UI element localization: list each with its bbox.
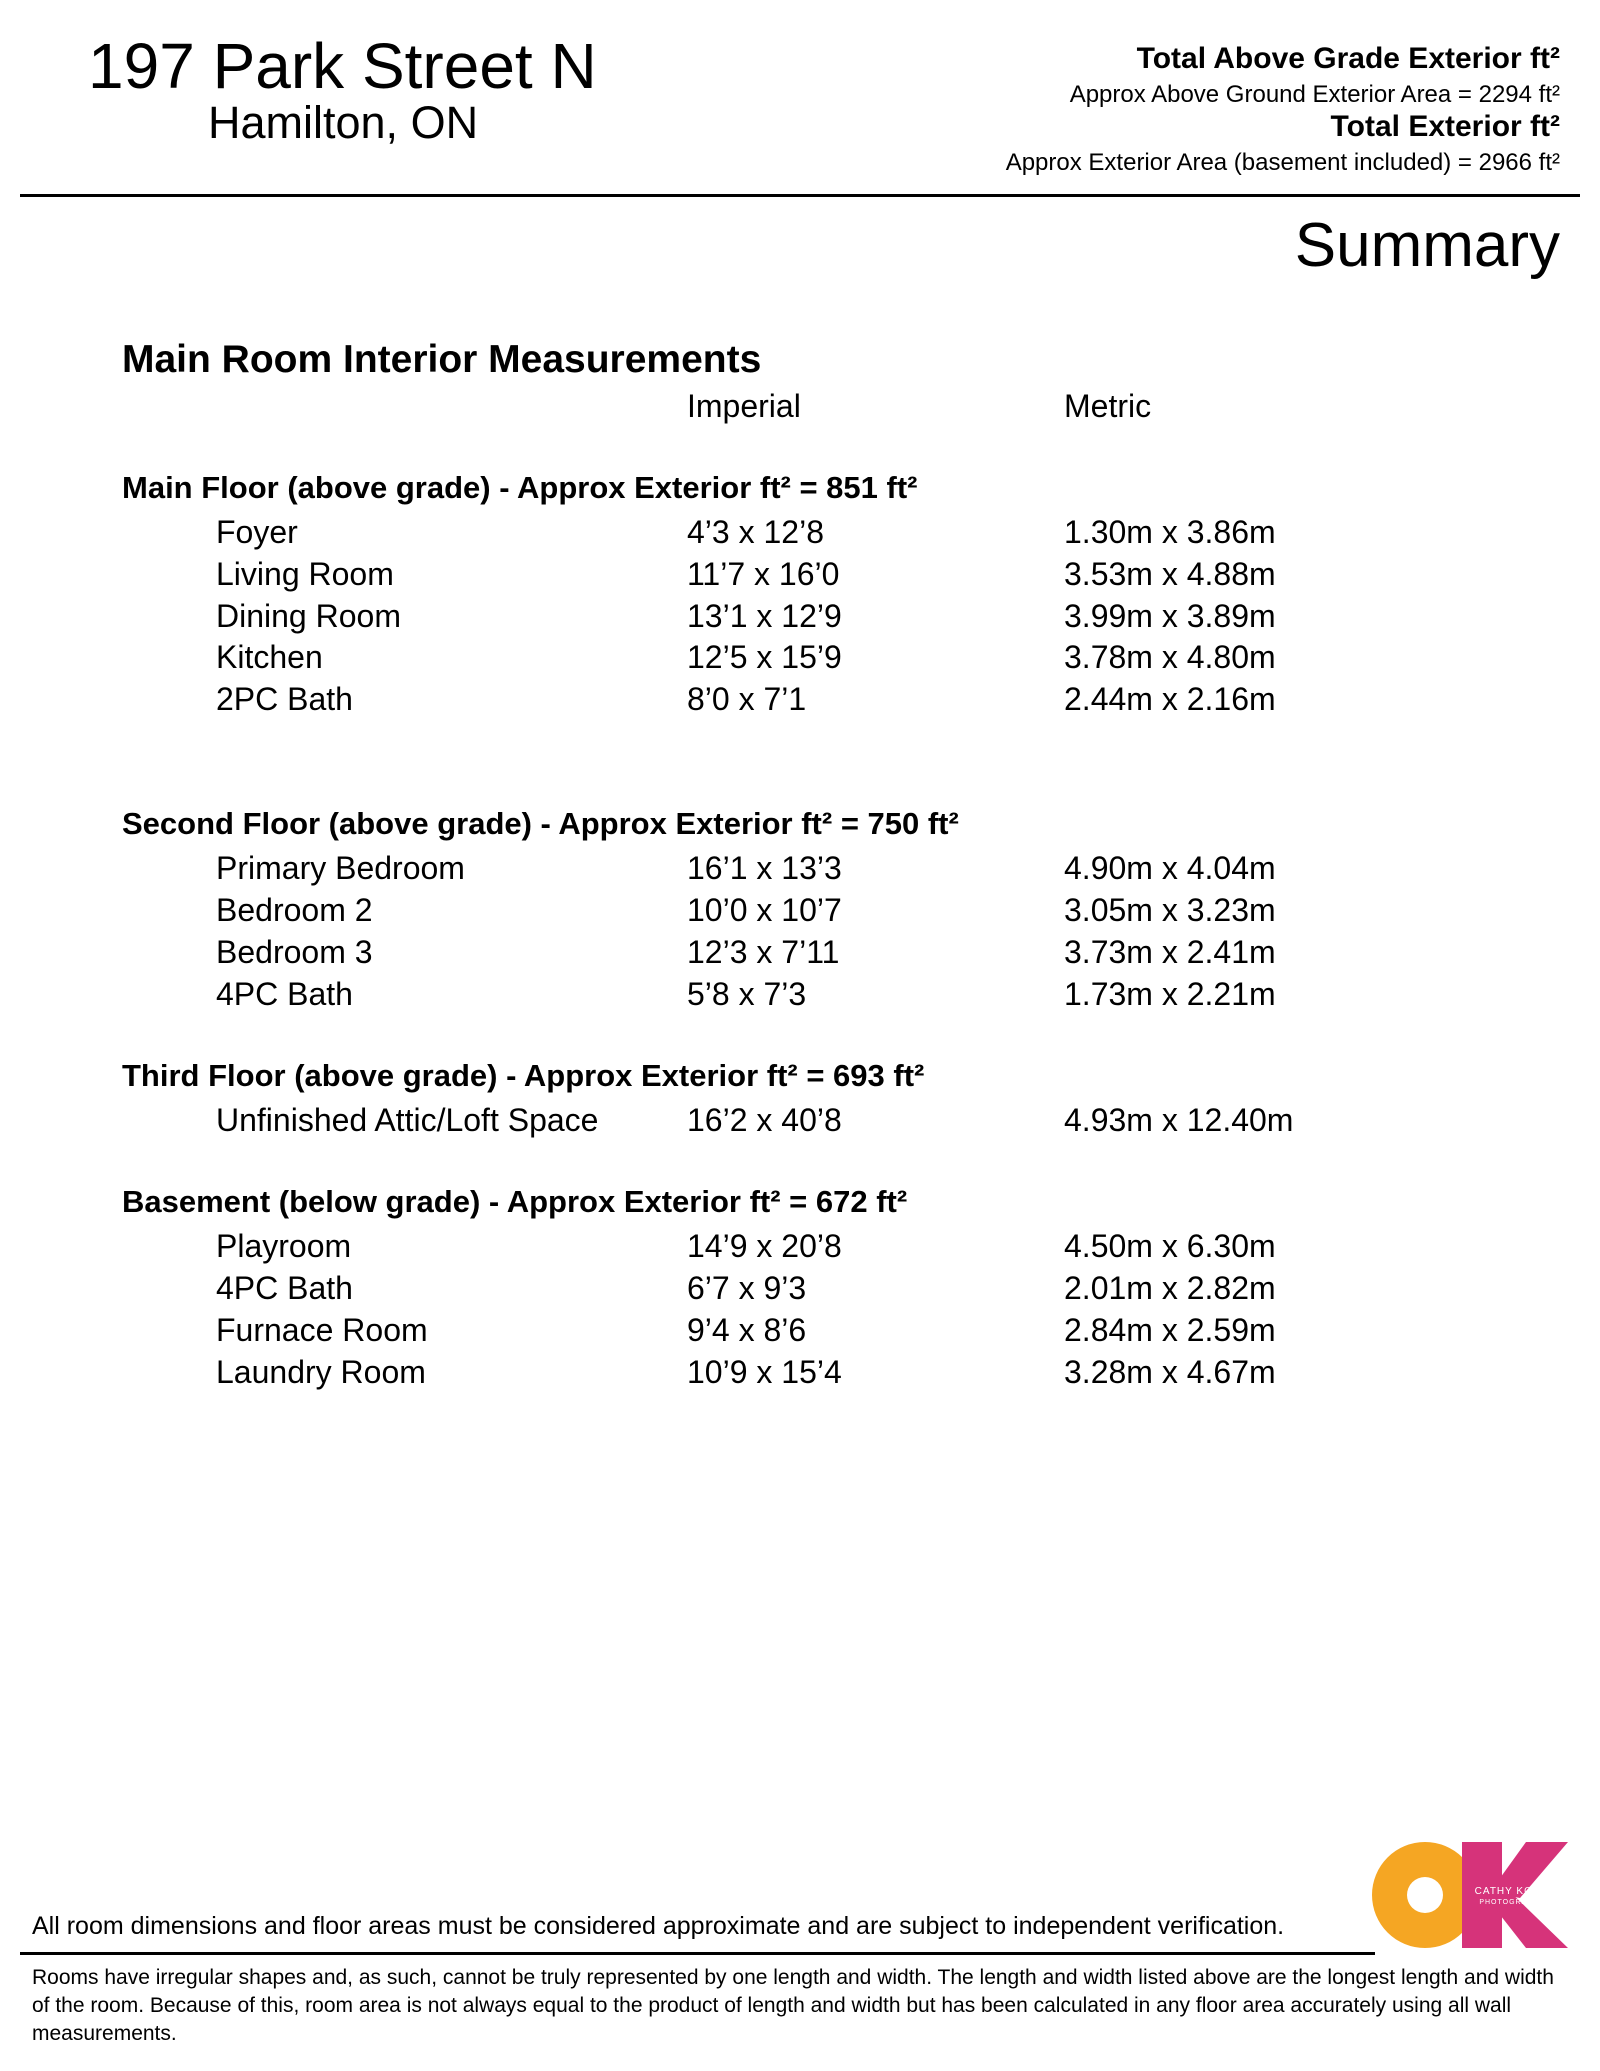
room-metric: 1.73m x 2.21m: [1064, 976, 1276, 1012]
address-line-1: 197 Park Street N: [88, 30, 597, 102]
floor-heading-main: Main Floor (above grade) - Approx Exterior ft² = 851 ft²: [122, 470, 918, 505]
table-row: [0, 554, 1600, 594]
room-imperial: 14’9 x 20’8: [687, 1228, 842, 1264]
room-metric: 3.53m x 4.88m: [1064, 556, 1276, 592]
table-row: [0, 932, 1600, 972]
room-imperial: 10’9 x 15’4: [687, 1354, 842, 1390]
room-name: Living Room: [216, 556, 394, 592]
room-metric: 2.84m x 2.59m: [1064, 1312, 1276, 1348]
room-name: Foyer: [216, 514, 298, 550]
table-row: [0, 637, 1600, 677]
floor-heading-basement: Basement (below grade) - Approx Exterior ft² = 672 ft²: [122, 1184, 908, 1219]
room-metric: 4.50m x 6.30m: [1064, 1228, 1276, 1264]
room-metric: 3.73m x 2.41m: [1064, 934, 1276, 970]
room-metric: 3.78m x 4.80m: [1064, 639, 1276, 675]
room-name: Playroom: [216, 1228, 352, 1264]
room-name: 4PC Bath: [216, 1270, 353, 1306]
page-title: Summary: [1294, 211, 1560, 280]
header-divider: [20, 194, 1580, 197]
room-metric: 1.30m x 3.86m: [1064, 514, 1276, 550]
room-imperial: 12’3 x 7’11: [687, 934, 840, 970]
table-row: [0, 1100, 1600, 1140]
room-imperial: 16’1 x 13’3: [687, 850, 842, 886]
table-row: [0, 1352, 1600, 1392]
room-name: 2PC Bath: [216, 681, 353, 717]
table-row: [0, 974, 1600, 1014]
room-name: Primary Bedroom: [216, 850, 465, 886]
room-name: Bedroom 3: [216, 934, 373, 970]
room-imperial: 12’5 x 15’9: [687, 639, 842, 675]
room-name: Dining Room: [216, 598, 401, 634]
room-name: Bedroom 2: [216, 892, 373, 928]
room-imperial: 4’3 x 12’8: [687, 514, 824, 550]
table-row: [0, 1226, 1600, 1266]
logo-brand-line2: PHOTOGRAPHY: [1479, 1899, 1545, 1906]
room-metric: 3.99m x 3.89m: [1064, 598, 1276, 634]
room-imperial: 16’2 x 40’8: [687, 1102, 842, 1138]
logo-brand-line1: CATHY KOOP: [1474, 1886, 1550, 1897]
total-above-grade-label: Total Above Grade Exterior ft²: [1136, 42, 1560, 75]
table-row: [0, 596, 1600, 636]
room-imperial: 9’4 x 8’6: [687, 1312, 807, 1348]
room-imperial: 10’0 x 10’7: [687, 892, 842, 928]
room-metric: 2.44m x 2.16m: [1064, 681, 1276, 717]
logo-letter-o-hole: [1407, 1877, 1443, 1913]
table-row: [0, 848, 1600, 888]
cathy-koop-logo: [1370, 1840, 1568, 1950]
table-row: [0, 679, 1600, 719]
room-imperial: 8’0 x 7’1: [687, 681, 807, 717]
room-metric: 3.05m x 3.23m: [1064, 892, 1276, 928]
room-metric: 4.90m x 4.04m: [1064, 850, 1276, 886]
room-name: Kitchen: [216, 639, 323, 675]
room-name: Furnace Room: [216, 1312, 428, 1348]
room-imperial: 6’7 x 9’3: [687, 1270, 807, 1306]
disclaimer: All room dimensions and floor areas must be considered approximate and are subject to independent verification.: [32, 1912, 1285, 1940]
measurements-title: Main Room Interior Measurements: [122, 338, 762, 381]
approx-above-ground-area: Approx Above Ground Exterior Area = 2294 ft²: [1069, 81, 1560, 108]
table-row: [0, 1310, 1600, 1350]
table-row: [0, 890, 1600, 930]
column-header-imperial: Imperial: [687, 388, 801, 424]
room-imperial: 5’8 x 7’3: [687, 976, 807, 1012]
room-imperial: 11’7 x 16’0: [687, 556, 840, 592]
floor-heading-second: Second Floor (above grade) - Approx Exterior ft² = 750 ft²: [122, 806, 959, 841]
footer-divider: [20, 1952, 1375, 1955]
room-metric: 4.93m x 12.40m: [1064, 1102, 1294, 1138]
table-row: [0, 1268, 1600, 1308]
room-metric: 3.28m x 4.67m: [1064, 1354, 1276, 1390]
room-imperial: 13’1 x 12’9: [687, 598, 842, 634]
room-name: Unfinished Attic/Loft Space: [216, 1102, 599, 1138]
approx-exterior-area: Approx Exterior Area (basement included) = 2966 ft²: [1005, 149, 1560, 176]
room-metric: 2.01m x 2.82m: [1064, 1270, 1276, 1306]
footer-note: Rooms have irregular shapes and, as such, cannot be truly represented by one length and width. The length and width listed above are the longest length and width of the room. Because of this, room area is not always equal to the product of length and width but has been calculated in any floor area accurately using all wall measurements.: [32, 1966, 1554, 2045]
room-name: 4PC Bath: [216, 976, 353, 1012]
room-name: Laundry Room: [216, 1354, 426, 1390]
total-exterior-label: Total Exterior ft²: [1330, 110, 1560, 143]
table-row: [0, 512, 1600, 552]
column-header-metric: Metric: [1064, 388, 1152, 424]
floor-heading-third: Third Floor (above grade) - Approx Exterior ft² = 693 ft²: [122, 1058, 925, 1093]
address-line-2: Hamilton, ON: [208, 97, 479, 148]
